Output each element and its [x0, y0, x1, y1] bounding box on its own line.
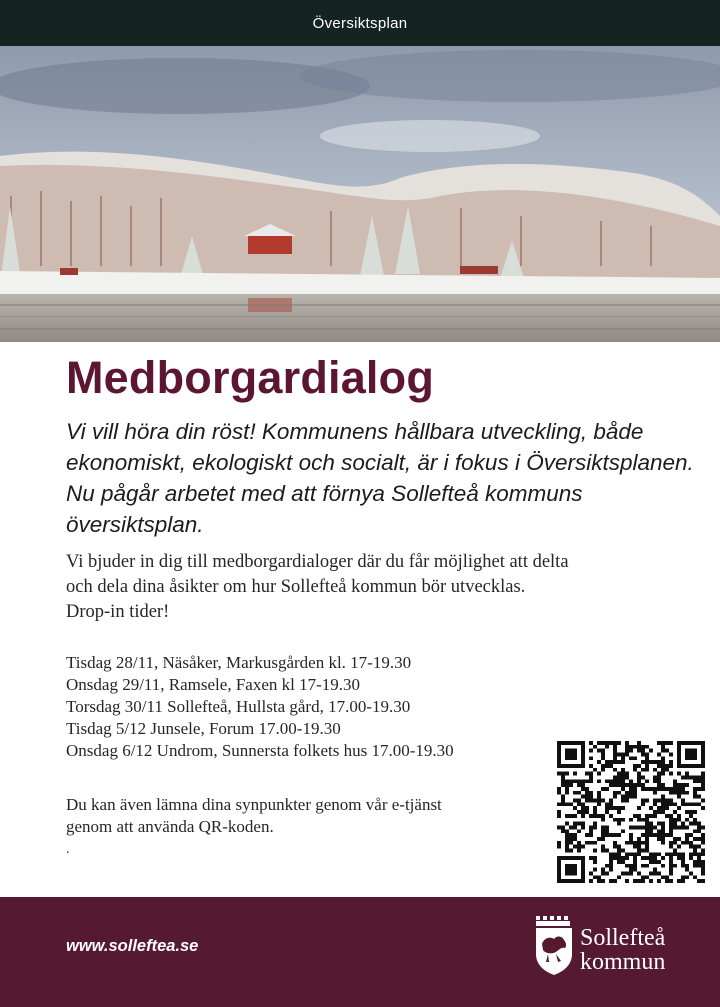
schedule-item: Onsdag 29/11, Ramsele, Faxen kl 17-19.30	[66, 675, 360, 694]
schedule-item: Tisdag 28/11, Näsåker, Markusgården kl. 17-19.30	[66, 653, 412, 672]
intro-line: och dela dina åsikter om hur Sollefteå kommun bör utvecklas.	[66, 577, 526, 597]
website-link[interactable]: www.solleftea.se	[66, 937, 199, 955]
logo-line: kommun	[580, 949, 666, 975]
page-title: Medborgardialog	[66, 352, 435, 403]
logo-line: Sollefteå	[580, 925, 666, 951]
municipal-crest-icon	[534, 914, 574, 976]
intro-line: Drop-in tider!	[66, 602, 170, 622]
intro-paragraph	[66, 550, 686, 625]
header-label: Översiktsplan	[312, 14, 408, 32]
municipality-logo-text	[580, 926, 665, 974]
trailing-dot: .	[66, 842, 70, 857]
schedule-item: Tisdag 5/12 Junsele, Forum 17.00-19.30	[66, 719, 341, 738]
header-bar	[0, 0, 720, 46]
schedule-item: Onsdag 6/12 Undrom, Sunnersta folkets hus 17.00-19.30	[66, 741, 454, 760]
qr-code-icon[interactable]	[557, 741, 705, 883]
hero-photo	[0, 46, 720, 342]
outro-line: Du kan även lämna dina synpunkter genom vår e-tjänst	[66, 795, 442, 814]
outro-paragraph	[66, 794, 442, 838]
schedule-list	[66, 652, 454, 762]
lead-paragraph: Vi vill höra din röst! Kommunens hållbara utveckling, både ekonomiskt, ekologiskt och socialt, är i fokus i Översiktsplanen. Nu pågår arbetet med att förnya Sollefteå kommuns översiktsplan.	[66, 419, 694, 537]
schedule-item: Torsdag 30/11 Sollefteå, Hullsta gård, 17.00-19.30	[66, 697, 411, 716]
intro-line: Vi bjuder in dig till medborgardialoger där du får möjlighet att delta	[66, 552, 569, 572]
outro-line: genom att använda QR-koden.	[66, 817, 274, 836]
